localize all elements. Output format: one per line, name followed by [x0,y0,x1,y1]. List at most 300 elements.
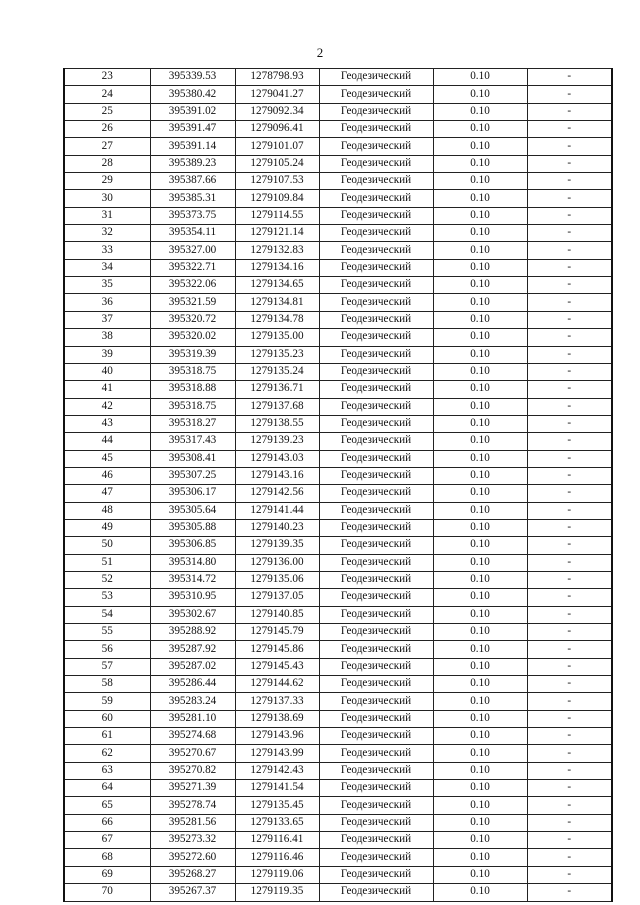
table-row [64,762,612,779]
table-row [64,624,612,641]
method-cell: Геодезический [319,225,433,242]
accuracy-cell: 0.10 [433,676,527,693]
y-coordinate-cell: 1279096.41 [235,121,319,138]
accuracy-cell: 0.10 [433,103,527,120]
point-number-cell: 40 [64,363,150,380]
point-number-cell: 43 [64,415,150,432]
method-cell: Геодезический [319,277,433,294]
point-number-cell: 61 [64,728,150,745]
y-coordinate-cell: 1279143.96 [235,728,319,745]
point-number-cell: 52 [64,571,150,588]
description-cell: - [527,346,612,363]
method-cell: Геодезический [319,589,433,606]
table-row [64,363,612,380]
y-coordinate-cell: 1279135.06 [235,571,319,588]
method-cell: Геодезический [319,433,433,450]
y-coordinate-cell: 1279145.43 [235,658,319,675]
x-coordinate-cell: 395389.23 [150,155,235,172]
x-coordinate-cell: 395267.37 [150,884,235,901]
point-number-cell: 30 [64,190,150,207]
y-coordinate-cell: 1279140.85 [235,606,319,623]
point-number-cell: 25 [64,103,150,120]
description-cell: - [527,294,612,311]
point-number-cell: 26 [64,121,150,138]
accuracy-cell: 0.10 [433,502,527,519]
description-cell: - [527,571,612,588]
y-coordinate-cell: 1279134.65 [235,277,319,294]
y-coordinate-cell: 1279107.53 [235,173,319,190]
description-cell: - [527,121,612,138]
point-number-cell: 64 [64,780,150,797]
x-coordinate-cell: 395320.02 [150,329,235,346]
accuracy-cell: 0.10 [433,311,527,328]
table-row [64,190,612,207]
description-cell: - [527,606,612,623]
method-cell: Геодезический [319,832,433,849]
y-coordinate-cell: 1279109.84 [235,190,319,207]
x-coordinate-cell: 395287.92 [150,641,235,658]
method-cell: Геодезический [319,329,433,346]
accuracy-cell: 0.10 [433,415,527,432]
description-cell: - [527,329,612,346]
table-row [64,658,612,675]
y-coordinate-cell: 1279134.78 [235,311,319,328]
point-number-cell: 44 [64,433,150,450]
method-cell: Геодезический [319,242,433,259]
method-cell: Геодезический [319,207,433,224]
method-cell: Геодезический [319,121,433,138]
y-coordinate-cell: 1279134.81 [235,294,319,311]
method-cell: Геодезический [319,467,433,484]
accuracy-cell: 0.10 [433,658,527,675]
table-row [64,866,612,883]
y-coordinate-cell: 1279136.00 [235,554,319,571]
description-cell: - [527,676,612,693]
table-row [64,745,612,762]
table-row [64,381,612,398]
description-cell: - [527,745,612,762]
method-cell: Геодезический [319,519,433,536]
table-row [64,710,612,727]
table-row [64,207,612,224]
description-cell: - [527,762,612,779]
point-number-cell: 32 [64,225,150,242]
table-row [64,173,612,190]
accuracy-cell: 0.10 [433,780,527,797]
table-row [64,259,612,276]
method-cell: Геодезический [319,69,433,86]
method-cell: Геодезический [319,381,433,398]
point-number-cell: 58 [64,676,150,693]
method-cell: Геодезический [319,571,433,588]
y-coordinate-cell: 1279135.23 [235,346,319,363]
table-row [64,554,612,571]
table-row [64,277,612,294]
method-cell: Геодезический [319,138,433,155]
table-row [64,450,612,467]
x-coordinate-cell: 395314.72 [150,571,235,588]
accuracy-cell: 0.10 [433,571,527,588]
accuracy-cell: 0.10 [433,138,527,155]
method-cell: Геодезический [319,780,433,797]
description-cell: - [527,259,612,276]
point-number-cell: 46 [64,467,150,484]
accuracy-cell: 0.10 [433,745,527,762]
point-number-cell: 67 [64,832,150,849]
x-coordinate-cell: 395272.60 [150,849,235,866]
table-row [64,294,612,311]
y-coordinate-cell: 1279141.54 [235,780,319,797]
accuracy-cell: 0.10 [433,537,527,554]
accuracy-cell: 0.10 [433,450,527,467]
x-coordinate-cell: 395271.39 [150,780,235,797]
description-cell: - [527,415,612,432]
description-cell: - [527,363,612,380]
x-coordinate-cell: 395385.31 [150,190,235,207]
accuracy-cell: 0.10 [433,797,527,814]
description-cell: - [527,190,612,207]
y-coordinate-cell: 1279101.07 [235,138,319,155]
method-cell: Геодезический [319,884,433,901]
y-coordinate-cell: 1279121.14 [235,225,319,242]
x-coordinate-cell: 395302.67 [150,606,235,623]
point-number-cell: 45 [64,450,150,467]
table-row [64,346,612,363]
accuracy-cell: 0.10 [433,693,527,710]
x-coordinate-cell: 395270.82 [150,762,235,779]
description-cell: - [527,641,612,658]
x-coordinate-cell: 395322.71 [150,259,235,276]
method-cell: Геодезический [319,641,433,658]
method-cell: Геодезический [319,554,433,571]
y-coordinate-cell: 1279143.03 [235,450,319,467]
y-coordinate-cell: 1279144.62 [235,676,319,693]
y-coordinate-cell: 1279138.69 [235,710,319,727]
y-coordinate-cell: 1279119.35 [235,884,319,901]
y-coordinate-cell: 1279137.33 [235,693,319,710]
accuracy-cell: 0.10 [433,606,527,623]
point-number-cell: 42 [64,398,150,415]
accuracy-cell: 0.10 [433,363,527,380]
point-number-cell: 69 [64,866,150,883]
y-coordinate-cell: 1279133.65 [235,814,319,831]
point-number-cell: 53 [64,589,150,606]
description-cell: - [527,242,612,259]
x-coordinate-cell: 395318.75 [150,363,235,380]
description-cell: - [527,450,612,467]
method-cell: Геодезический [319,624,433,641]
table-row [64,832,612,849]
table-row [64,571,612,588]
x-coordinate-cell: 395273.32 [150,832,235,849]
method-cell: Геодезический [319,762,433,779]
accuracy-cell: 0.10 [433,277,527,294]
accuracy-cell: 0.10 [433,155,527,172]
table-row [64,519,612,536]
description-cell: - [527,519,612,536]
description-cell: - [527,86,612,103]
method-cell: Геодезический [319,710,433,727]
x-coordinate-cell: 395322.06 [150,277,235,294]
accuracy-cell: 0.10 [433,832,527,849]
accuracy-cell: 0.10 [433,884,527,901]
table-row [64,329,612,346]
accuracy-cell: 0.10 [433,485,527,502]
page-number: 2 [316,45,324,60]
x-coordinate-cell: 395274.68 [150,728,235,745]
x-coordinate-cell: 395318.75 [150,398,235,415]
x-coordinate-cell: 395391.47 [150,121,235,138]
description-cell: - [527,69,612,86]
x-coordinate-cell: 395319.39 [150,346,235,363]
point-number-cell: 70 [64,884,150,901]
method-cell: Геодезический [319,450,433,467]
accuracy-cell: 0.10 [433,207,527,224]
point-number-cell: 24 [64,86,150,103]
accuracy-cell: 0.10 [433,346,527,363]
table-row [64,155,612,172]
method-cell: Геодезический [319,693,433,710]
method-cell: Геодезический [319,155,433,172]
method-cell: Геодезический [319,311,433,328]
y-coordinate-cell: 1279135.45 [235,797,319,814]
description-cell: - [527,797,612,814]
y-coordinate-cell: 1279142.43 [235,762,319,779]
table-row [64,138,612,155]
x-coordinate-cell: 395270.67 [150,745,235,762]
table-row [64,693,612,710]
point-number-cell: 57 [64,658,150,675]
point-number-cell: 36 [64,294,150,311]
y-coordinate-cell: 1279138.55 [235,415,319,432]
table-row [64,502,612,519]
table-row [64,225,612,242]
x-coordinate-cell: 395317.43 [150,433,235,450]
description-cell: - [527,502,612,519]
table-row [64,606,612,623]
point-number-cell: 28 [64,155,150,172]
point-number-cell: 50 [64,537,150,554]
accuracy-cell: 0.10 [433,121,527,138]
method-cell: Геодезический [319,173,433,190]
y-coordinate-cell: 1279143.16 [235,467,319,484]
x-coordinate-cell: 395283.24 [150,693,235,710]
x-coordinate-cell: 395305.64 [150,502,235,519]
point-number-cell: 31 [64,207,150,224]
description-cell: - [527,832,612,849]
point-number-cell: 23 [64,69,150,86]
table-row [64,86,612,103]
accuracy-cell: 0.10 [433,589,527,606]
x-coordinate-cell: 395281.10 [150,710,235,727]
table-row [64,676,612,693]
point-number-cell: 49 [64,519,150,536]
point-number-cell: 33 [64,242,150,259]
accuracy-cell: 0.10 [433,225,527,242]
table-row [64,814,612,831]
description-cell: - [527,780,612,797]
table-row [64,797,612,814]
x-coordinate-cell: 395391.14 [150,138,235,155]
description-cell: - [527,710,612,727]
x-coordinate-cell: 395387.66 [150,173,235,190]
point-number-cell: 51 [64,554,150,571]
description-cell: - [527,866,612,883]
x-coordinate-cell: 395314.80 [150,554,235,571]
method-cell: Геодезический [319,658,433,675]
description-cell: - [527,103,612,120]
y-coordinate-cell: 1279041.27 [235,86,319,103]
y-coordinate-cell: 1279136.71 [235,381,319,398]
point-number-cell: 63 [64,762,150,779]
description-cell: - [527,398,612,415]
accuracy-cell: 0.10 [433,329,527,346]
method-cell: Геодезический [319,363,433,380]
description-cell: - [527,884,612,901]
accuracy-cell: 0.10 [433,381,527,398]
method-cell: Геодезический [319,537,433,554]
description-cell: - [527,311,612,328]
description-cell: - [527,155,612,172]
x-coordinate-cell: 395308.41 [150,450,235,467]
y-coordinate-cell: 1278798.93 [235,69,319,86]
table-row [64,589,612,606]
table-row [64,398,612,415]
point-number-cell: 34 [64,259,150,276]
accuracy-cell: 0.10 [433,294,527,311]
table-row [64,69,612,86]
y-coordinate-cell: 1279134.16 [235,259,319,276]
method-cell: Геодезический [319,103,433,120]
description-cell: - [527,467,612,484]
accuracy-cell: 0.10 [433,259,527,276]
x-coordinate-cell: 395339.53 [150,69,235,86]
y-coordinate-cell: 1279137.05 [235,589,319,606]
x-coordinate-cell: 395373.75 [150,207,235,224]
method-cell: Геодезический [319,294,433,311]
table-row [64,641,612,658]
description-cell: - [527,225,612,242]
accuracy-cell: 0.10 [433,433,527,450]
x-coordinate-cell: 395320.72 [150,311,235,328]
y-coordinate-cell: 1279132.83 [235,242,319,259]
table-row [64,433,612,450]
description-cell: - [527,173,612,190]
point-number-cell: 56 [64,641,150,658]
coordinates-table [63,68,613,902]
x-coordinate-cell: 395286.44 [150,676,235,693]
description-cell: - [527,537,612,554]
description-cell: - [527,277,612,294]
y-coordinate-cell: 1279137.68 [235,398,319,415]
table-row [64,103,612,120]
y-coordinate-cell: 1279105.24 [235,155,319,172]
x-coordinate-cell: 395306.17 [150,485,235,502]
description-cell: - [527,485,612,502]
point-number-cell: 48 [64,502,150,519]
y-coordinate-cell: 1279092.34 [235,103,319,120]
x-coordinate-cell: 395318.27 [150,415,235,432]
x-coordinate-cell: 395288.92 [150,624,235,641]
y-coordinate-cell: 1279142.56 [235,485,319,502]
accuracy-cell: 0.10 [433,173,527,190]
description-cell: - [527,693,612,710]
accuracy-cell: 0.10 [433,814,527,831]
table-row [64,849,612,866]
table-row [64,485,612,502]
y-coordinate-cell: 1279139.23 [235,433,319,450]
method-cell: Геодезический [319,814,433,831]
accuracy-cell: 0.10 [433,190,527,207]
table-row [64,537,612,554]
x-coordinate-cell: 395318.88 [150,381,235,398]
point-number-cell: 47 [64,485,150,502]
method-cell: Геодезический [319,866,433,883]
y-coordinate-cell: 1279116.46 [235,849,319,866]
table-row [64,311,612,328]
accuracy-cell: 0.10 [433,69,527,86]
x-coordinate-cell: 395307.25 [150,467,235,484]
point-number-cell: 65 [64,797,150,814]
method-cell: Геодезический [319,606,433,623]
accuracy-cell: 0.10 [433,554,527,571]
method-cell: Геодезический [319,398,433,415]
x-coordinate-cell: 395327.00 [150,242,235,259]
x-coordinate-cell: 395305.88 [150,519,235,536]
accuracy-cell: 0.10 [433,710,527,727]
accuracy-cell: 0.10 [433,762,527,779]
method-cell: Геодезический [319,259,433,276]
accuracy-cell: 0.10 [433,849,527,866]
x-coordinate-cell: 395281.56 [150,814,235,831]
table-row [64,467,612,484]
point-number-cell: 39 [64,346,150,363]
x-coordinate-cell: 395287.02 [150,658,235,675]
x-coordinate-cell: 395380.42 [150,86,235,103]
description-cell: - [527,814,612,831]
accuracy-cell: 0.10 [433,86,527,103]
point-number-cell: 38 [64,329,150,346]
description-cell: - [527,589,612,606]
point-number-cell: 68 [64,849,150,866]
point-number-cell: 54 [64,606,150,623]
coordinates-table-body [64,69,612,902]
x-coordinate-cell: 395391.02 [150,103,235,120]
accuracy-cell: 0.10 [433,641,527,658]
method-cell: Геодезический [319,190,433,207]
y-coordinate-cell: 1279114.55 [235,207,319,224]
point-number-cell: 55 [64,624,150,641]
point-number-cell: 60 [64,710,150,727]
point-number-cell: 29 [64,173,150,190]
x-coordinate-cell: 395354.11 [150,225,235,242]
y-coordinate-cell: 1279116.41 [235,832,319,849]
x-coordinate-cell: 395268.27 [150,866,235,883]
description-cell: - [527,728,612,745]
y-coordinate-cell: 1279135.00 [235,329,319,346]
method-cell: Геодезический [319,502,433,519]
point-number-cell: 59 [64,693,150,710]
method-cell: Геодезический [319,415,433,432]
point-number-cell: 35 [64,277,150,294]
description-cell: - [527,849,612,866]
accuracy-cell: 0.10 [433,398,527,415]
method-cell: Геодезический [319,745,433,762]
point-number-cell: 66 [64,814,150,831]
point-number-cell: 62 [64,745,150,762]
accuracy-cell: 0.10 [433,624,527,641]
accuracy-cell: 0.10 [433,866,527,883]
